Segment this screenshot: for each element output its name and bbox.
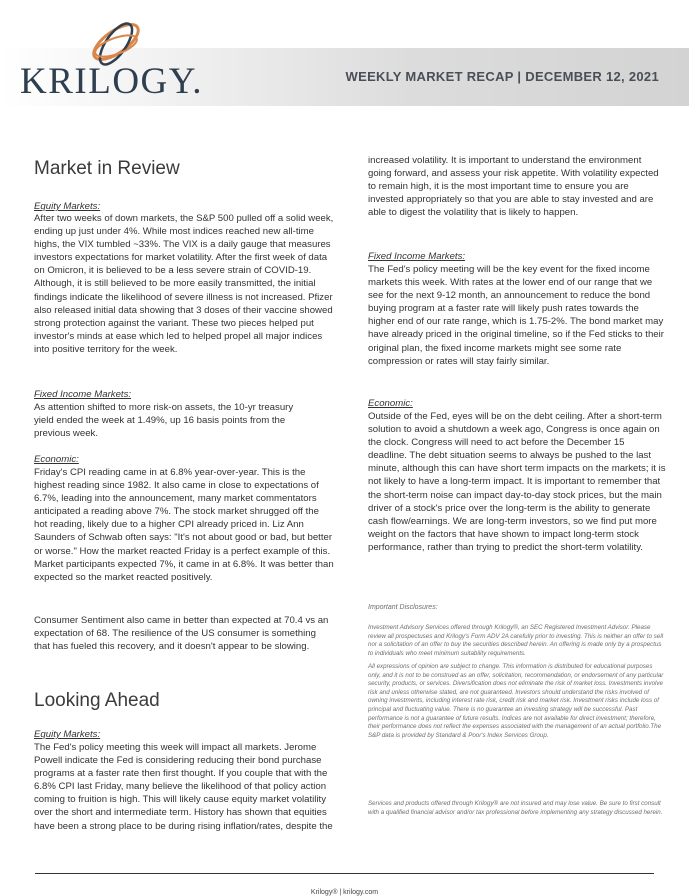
continued-paragraph: increased volatility. It is important to understand the environment going forward, and assess your risk appetite. With volatility expected to remain high, it is the most important time to ensure you are invested appropriately so that you are able to stay invested and are able to digest the volatility that is likely to happen. [368, 155, 659, 219]
fixed-income-paragraph: As attention shifted to more risk-on assets, the 10-yr treasury yield ended the week at 1.49%, up 16 basis points from the previous week. [34, 402, 294, 440]
looking-ahead-title: Looking Ahead [34, 690, 160, 711]
consumer-sentiment-paragraph: Consumer Sentiment also came in better than expected at 70.4 vs an expectation of 68. The resilience of the US consumer is something that has fueled this recovery, and it doesn't appear to be slowing. [34, 615, 329, 653]
footer-divider [35, 873, 654, 874]
fixed-income-heading: Fixed Income Markets: [34, 389, 132, 400]
economic-paragraph: Friday's CPI reading came in at 6.8% year-over-year. This is the highest reading since 1982. It also came in close to expectations of 6.7%, leading into the announcement, many market commentators anticipated a reading above 7%. The stock market shrugged off the hot reading, likely due to a higher CPI already priced in. Liz Ann Saunders of Schwab often says: "It's not about good or bad, but better or worse." How the market reacted Friday is a perfect example of this. Market participants expected 7%, it came in at 6.8%. It was better than expected so the market reacted positively. [34, 467, 334, 583]
right-economic-paragraph: Outside of the Fed, eyes will be on the debt ceiling. After a short-term solution to avoid a shutdown a week ago, Congress is once again on the clock. Congress will need to act before the December 15 deadline. The debt situation seems to always be pushed to the last minute, although this can have short term impacts on the markets; it is not likely to have a long-term impact. It is important to remember that the short-term noise can impact day-to-day stock prices, but the main driver of a stock's price over the long-term is the ability to generate cash flow/earnings. We are long-term investors, so we find put more weight on the factors that have shown to impact long-term stock performance, rather than trying to predict the short-term volatility. [368, 411, 666, 553]
economic-heading: Economic: [34, 454, 79, 465]
disclosure-advisory: Investment Advisory Services offered through Krilogy®, an SEC Registered Investment Advisor. Please review all prospectuses and Krilogy's Form ADV 2A carefully prior to investing. This is neither an offer to sell nor a solicitation of an offer to buy the securities described herein. An offering is made only by a prospectus to individuals who meet minimum suitability requirements. [368, 624, 664, 657]
disclosures-title: Important Disclosures: [368, 604, 438, 611]
looking-ahead-equity-paragraph: The Fed's policy meeting this week will impact all markets. Jerome Powell indicate the Fed is considering reducing their bond purchase programs at a faster rate then first thought. If you couple that with the 6.8% CPI last Friday, many believe the likelihood of that policy action coming to fruition is high. This will likely cause equity market volatility over the short and intermediate term. History has shown that equities have been a strong place to be during rising inflation/rates, despite the [34, 742, 333, 832]
footer-text: Krilogy® | krilogy.com [310, 889, 379, 896]
market-review-title: Market in Review [34, 158, 180, 179]
disclosure-services: Services and products offered through Krilogy® are not insured and may lose value. Be sure to first consult with a qualified financial advisor and/or tax professional before implementing any strategy discussed herein. [368, 800, 663, 816]
equity-paragraph: After two weeks of down markets, the S&P 500 pulled off a solid week, ending up just under 4%. While most indices reached new all-time highs, the VIX tumbled ~33%. The VIX is a daily gauge that measures investors expectations for market volatility. After the first week of data on Omicron, it is believed to be a less severe strain of COVID-19. Although, it is still believed to be more easily transmitted, the initial findings indicate the likelihood of severe illness is not increased. Pfizer also released initial data showing that 3 doses of their vaccine showed strong protection against the variant. These two pieces helped put investor's minds at ease which led to helped propel all major indices into positive territory for the week. [34, 213, 334, 355]
right-economic-heading: Economic: [368, 398, 413, 409]
disclosure-opinions: All expressions of opinion are subject to change. This information is distributed for educational purposes only, and it is not to be construed as an offer, solicitation, recommendation, or endorsement of any particular security, products, or services. Diversification does not eliminate the risk of market loss. Investments involve risk and unless otherwise stated, are not guaranteed. Investors should understand the risks involved of owning investments, including interest rate risk, credit risk and market risk. Investment risks include loss of principal and fluctuating value. There is no guarantee an investing strategy will be successful. Past performance is not a guarantee of future results. Indices are not available for direct investment; therefore, their performance does not reflect the expenses associated with the management of an actual portfolio.The S&P data is provided by Standard & Poor's Index Services Group. [368, 663, 664, 739]
krilogy-logo [20, 22, 205, 102]
right-fixed-income-heading: Fixed Income Markets: [368, 251, 466, 262]
recap-title: WEEKLY MARKET RECAP | DECEMBER 12, 2021 [345, 69, 659, 84]
looking-ahead-equity-heading: Equity Markets: [34, 729, 101, 740]
logo-wordmark: KRILOGY. [20, 61, 203, 102]
equity-heading: Equity Markets: [34, 201, 101, 212]
right-fixed-income-paragraph: The Fed's policy meeting will be the key event for the fixed income markets this week. With rates at the lower end of our range that we see for the next 9-12 month, an announcement to reduce the bond buying program at a faster rate will likely push rates towards the higher end of our rate range, which is 1.75-2%. The bond market may have already priced in the original timeline, so if the Fed sticks to their original plan, the fixed income markets might see some rate compression or rates will stay fairly similar. [368, 264, 664, 367]
